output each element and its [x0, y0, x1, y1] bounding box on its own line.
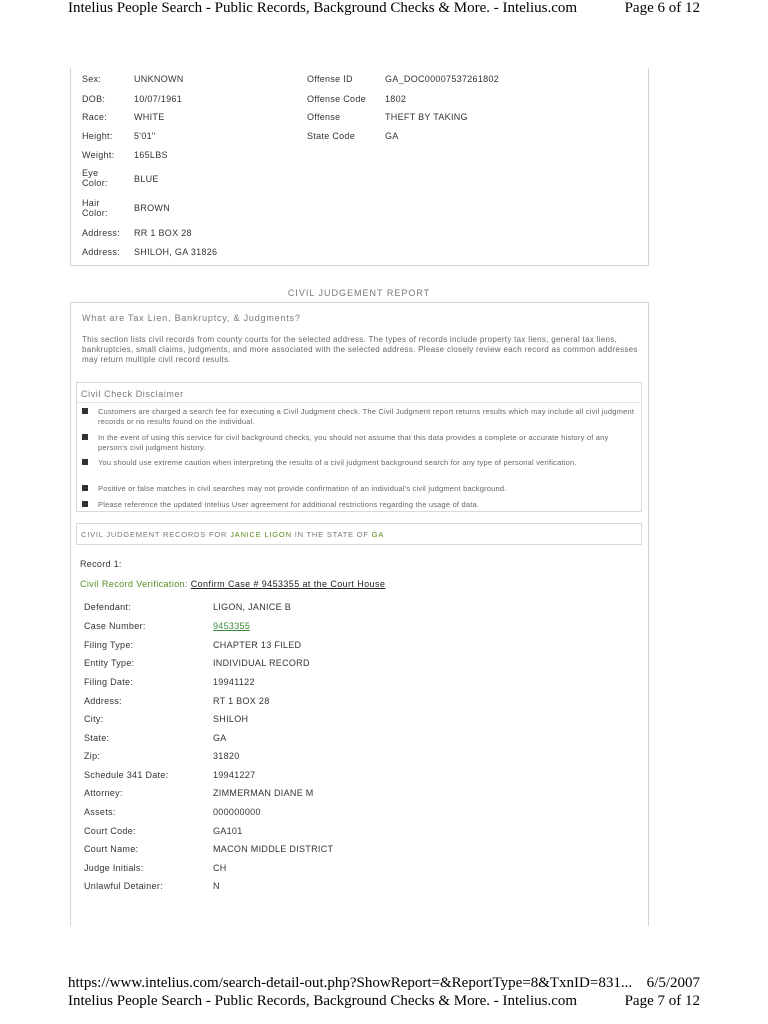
print-header-page: Page 6 of 12 [624, 0, 700, 16]
print-header-next [68, 993, 700, 1010]
detail-label: DOB: [82, 94, 106, 104]
field-label: Entity Type: [84, 658, 135, 668]
field-value: INDIVIDUAL RECORD [213, 658, 310, 668]
detail-value: BLUE [134, 174, 159, 184]
disclaimer-item: In the event of using this service for civil background checks, you should not assume that this data provides a complete or accurate history of any person's civil judgment history. [98, 433, 609, 452]
bullet-icon [82, 408, 88, 414]
offense-value: THEFT BY TAKING [385, 112, 468, 122]
records-state: GA [371, 530, 385, 539]
civil-intro: This section lists civil records from county courts for the selected address. The types of records include property tax liens, general tax liens, bankruptcies, small claims, judgments, and more associated with the selected address. Please closely review each record as common addresses may return multiple civil record results. [82, 335, 638, 364]
footer-date: 6/5/2007 [646, 975, 700, 991]
detail-label: Hair Color: [82, 198, 108, 218]
detail-label: Height: [82, 131, 113, 141]
detail-label: Eye Color: [82, 168, 108, 188]
record-verification [80, 579, 385, 589]
civil-box-right-border [648, 302, 649, 926]
offense-label: Offense [307, 112, 341, 122]
personal-box-right-border [648, 68, 649, 266]
field-label: Assets: [84, 807, 116, 817]
records-header [81, 530, 384, 539]
detail-label: Sex: [82, 74, 102, 84]
detail-value: RR 1 BOX 28 [134, 228, 192, 238]
print-header-title: Intelius People Search - Public Records, Background Checks & More. - Intelius.com [68, 0, 578, 16]
offense-label: State Code [307, 131, 356, 141]
disclaimer-divider [77, 402, 640, 403]
field-label: Judge Initials: [84, 863, 144, 873]
field-label: Filing Date: [84, 677, 134, 687]
detail-label: Weight: [82, 150, 115, 160]
field-value: RT 1 BOX 28 [213, 696, 270, 706]
field-label: Defendant: [84, 602, 132, 612]
detail-value: 10/07/1961 [134, 94, 183, 104]
field-value: ZIMMERMAN DIANE M [213, 788, 314, 798]
field-value: 000000000 [213, 807, 261, 817]
footer-url: https://www.intelius.com/search-detail-out.php?ShowReport=&ReportType=8&TxnID=831... [68, 975, 633, 991]
field-label: Case Number: [84, 621, 146, 631]
civil-box-top-border [70, 302, 649, 303]
field-value: 19941122 [213, 677, 255, 687]
field-label: State: [84, 733, 110, 743]
detail-value: WHITE [134, 112, 165, 122]
section-title: CIVIL JUDGEMENT REPORT [287, 288, 431, 298]
bullet-icon [82, 501, 88, 507]
civil-box-left-border [70, 302, 71, 926]
next-header-title: Intelius People Search - Public Records, Background Checks & More. - Intelius.com [68, 993, 578, 1009]
personal-box-left-border [70, 68, 71, 266]
field-label: Zip: [84, 751, 101, 761]
disclaimer-item: Positive or false matches in civil searches may not provide confirmation of an individual's civil judgment background. [98, 484, 507, 493]
field-value: CH [213, 863, 227, 873]
field-value: LIGON, JANICE B [213, 602, 292, 612]
personal-box-bottom-border [70, 265, 649, 266]
records-mid: IN THE STATE OF [294, 530, 369, 539]
field-label: Attorney: [84, 788, 123, 798]
field-value: 31820 [213, 751, 240, 761]
detail-value: 5'01" [134, 131, 156, 141]
bullet-icon [82, 434, 88, 440]
detail-value: BROWN [134, 203, 170, 213]
field-label: Court Code: [84, 826, 136, 836]
print-footer [68, 975, 700, 992]
detail-label: Race: [82, 112, 108, 122]
offense-value: 1802 [385, 94, 407, 104]
offense-value: GA_DOC00007537261802 [385, 74, 500, 84]
records-name: JANICE LIGON [230, 530, 292, 539]
case-number-link[interactable]: 9453355 [213, 621, 251, 631]
detail-value: 165LBS [134, 150, 168, 160]
field-value: 19941227 [213, 770, 256, 780]
civil-question: What are Tax Lien, Bankruptcy, & Judgments? [82, 313, 301, 323]
offense-label: Offense ID [307, 74, 353, 84]
detail-label: Address: [82, 228, 120, 238]
field-value: CHAPTER 13 FILED [213, 640, 302, 650]
bullet-icon [82, 485, 88, 491]
detail-value: UNKNOWN [134, 74, 184, 84]
field-value: MACON MIDDLE DISTRICT [213, 844, 334, 854]
offense-value: GA [385, 131, 399, 141]
field-label: Schedule 341 Date: [84, 770, 169, 780]
detail-label: Address: [82, 247, 120, 257]
disclaimer-title: Civil Check Disclaimer [81, 389, 184, 399]
field-label: City: [84, 714, 104, 724]
detail-value: SHILOH, GA 31826 [134, 247, 218, 257]
field-label: Address: [84, 696, 122, 706]
field-label: Filing Type: [84, 640, 134, 650]
confirm-case-link[interactable]: Confirm Case # 9453355 at the Court House [190, 579, 386, 589]
offense-label: Offense Code [307, 94, 366, 104]
bullet-icon [82, 459, 88, 465]
next-header-page: Page 7 of 12 [624, 993, 700, 1009]
field-value: GA101 [213, 826, 243, 836]
disclaimer-item: You should use extreme caution when interpreting the results of a civil judgment background search for any type of personal verification. [98, 458, 577, 467]
field-value: GA [213, 733, 227, 743]
field-label: Court Name: [84, 844, 139, 854]
print-header [68, 0, 700, 17]
verification-label: Civil Record Verification: [80, 579, 188, 589]
field-value: N [213, 881, 220, 891]
disclaimer-item: Please reference the updated Intelius User agreement for additional restrictions regarding the usage of data. [98, 500, 480, 509]
field-value: SHILOH [213, 714, 249, 724]
record-label: Record 1: [80, 559, 122, 569]
field-label: Unlawful Detainer: [84, 881, 163, 891]
records-prefix: CIVIL JUDGEMENT RECORDS FOR [81, 530, 228, 539]
disclaimer-item: Customers are charged a search fee for executing a Civil Judgment check. The Civil Judgment report returns results which may include all civil judgment records or no results found on the individual. [98, 407, 635, 426]
